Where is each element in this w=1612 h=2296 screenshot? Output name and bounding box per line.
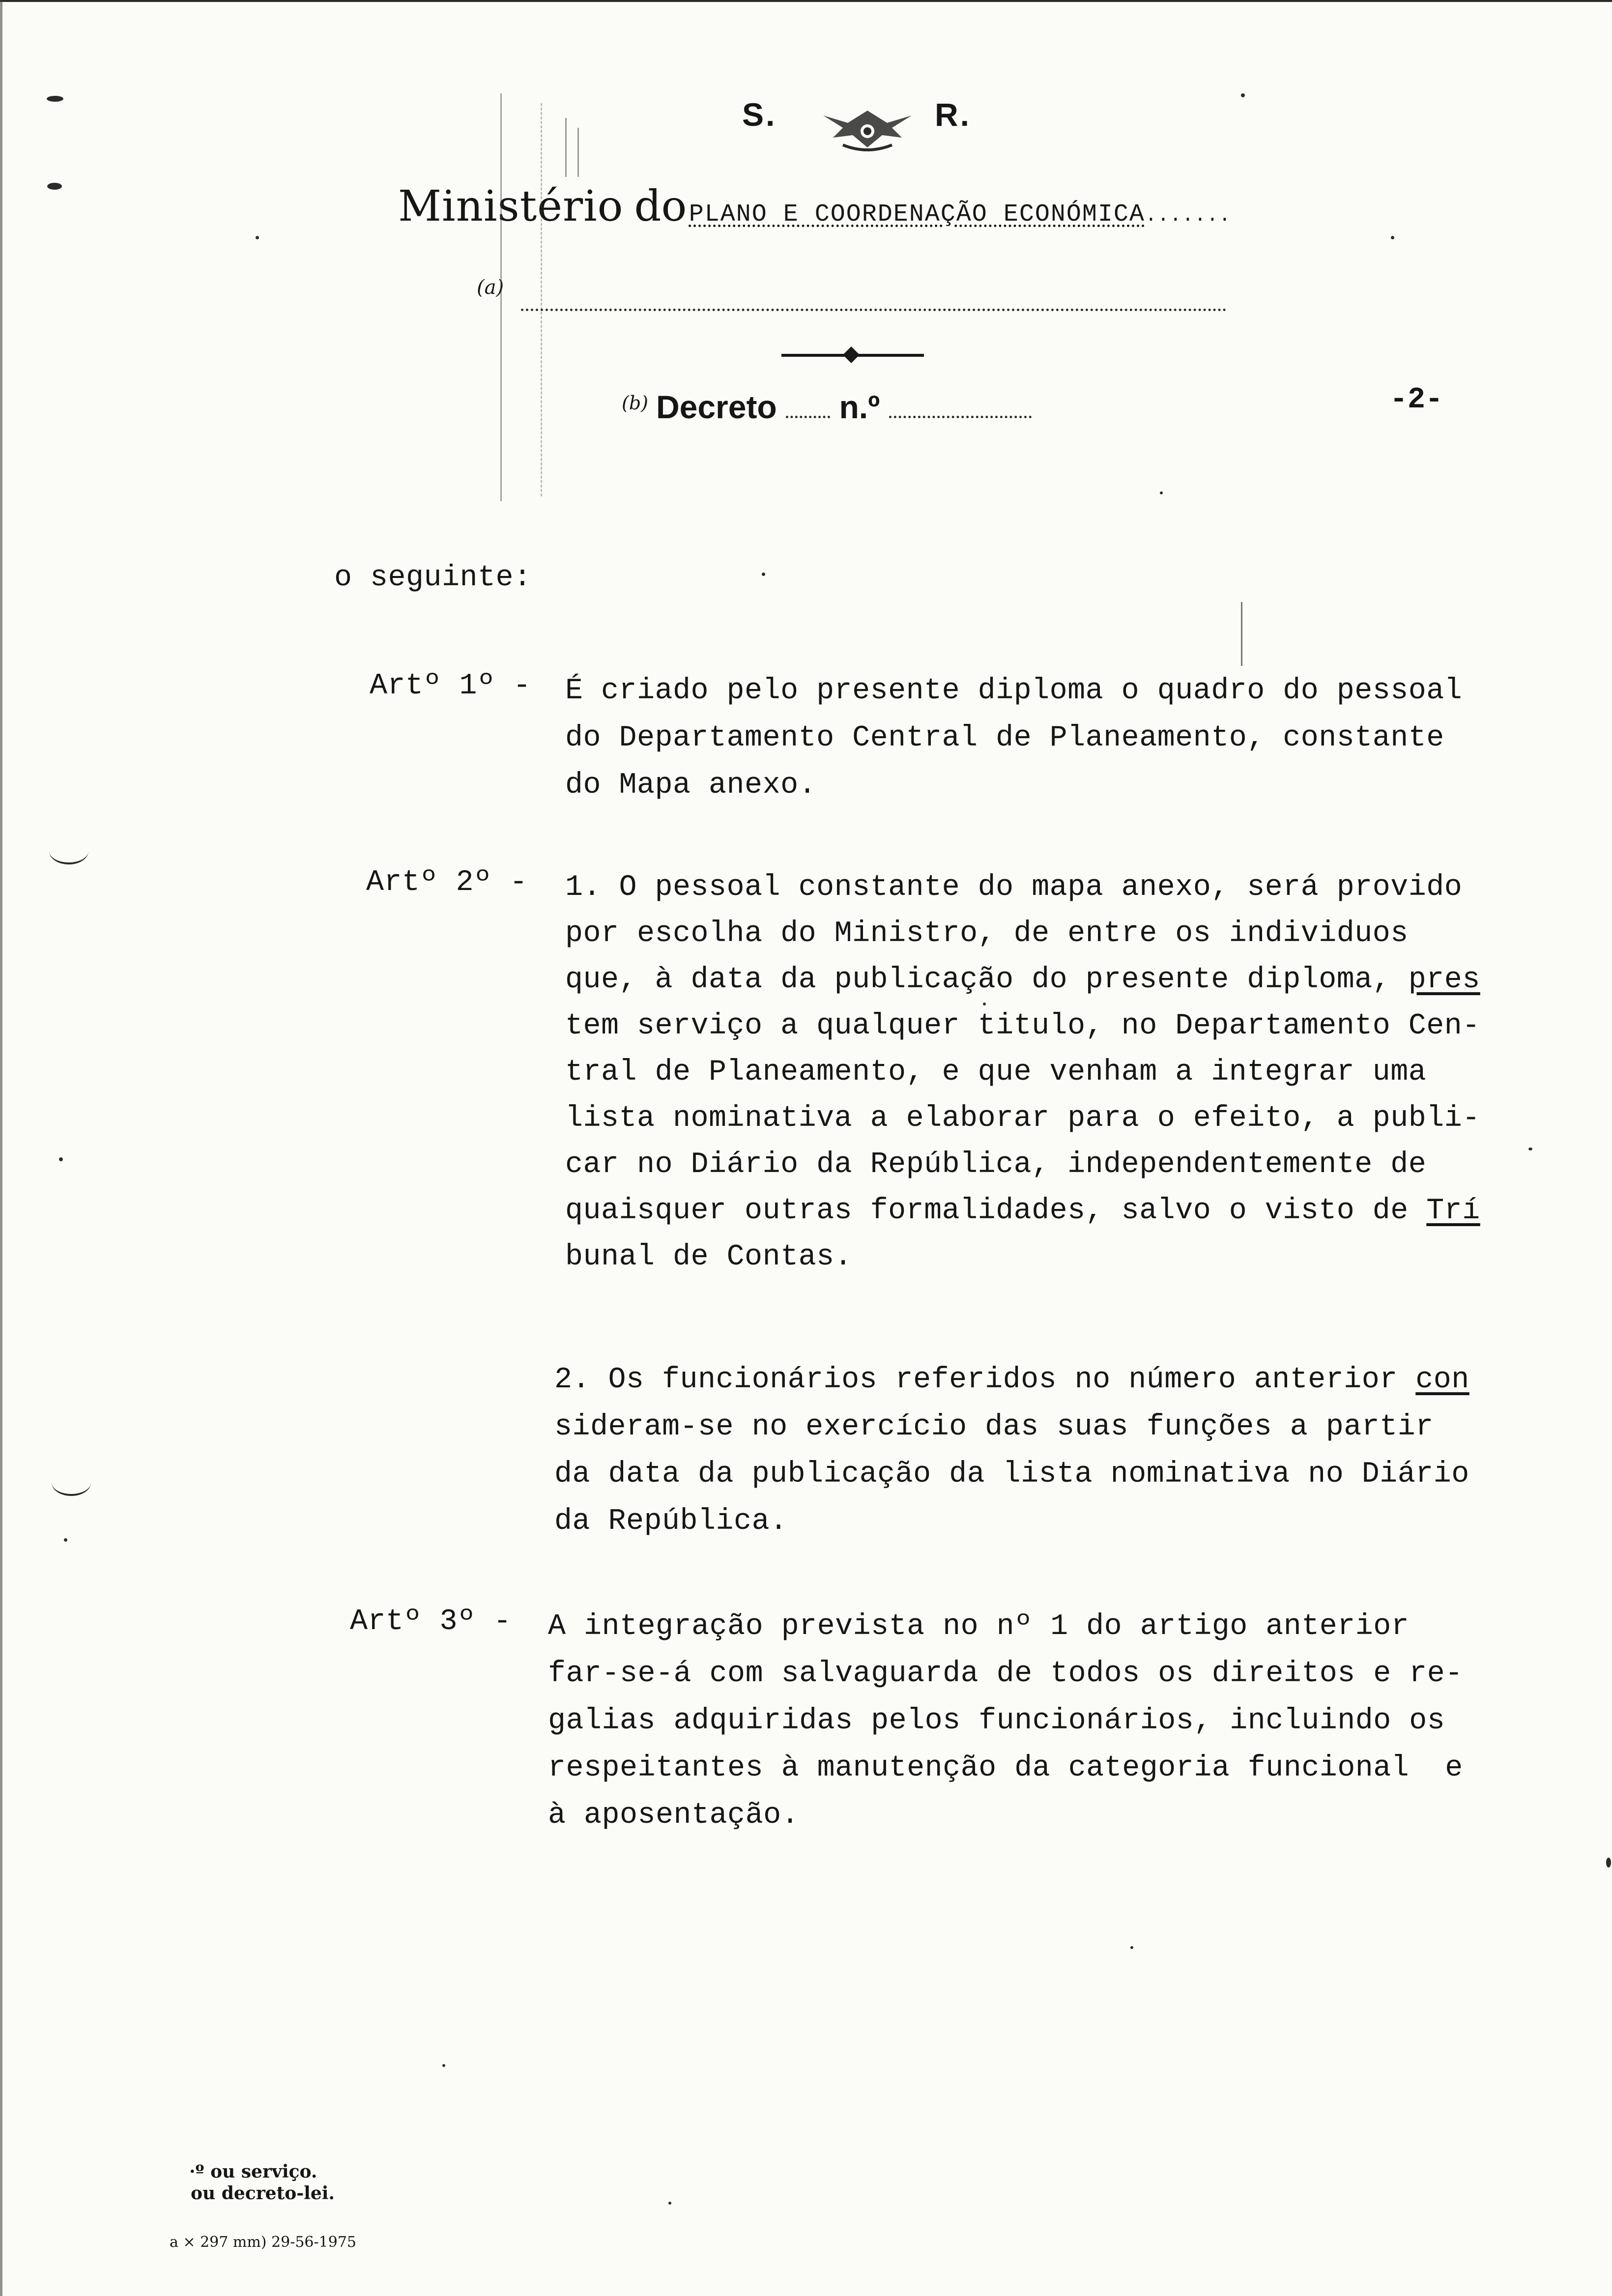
- article-2-p1-line: bunal de Contas.: [565, 1240, 853, 1274]
- article-2-p1-line: lista nominativa a elaborar para o efeito, a publi-: [565, 1102, 1480, 1135]
- left-scan-edge: [0, 0, 2, 2296]
- scan-speck: [668, 2202, 671, 2205]
- republic-initial-s: S.: [742, 96, 777, 133]
- ministry-name: PLANO E COORDENAÇÃO ECONÓMICA: [689, 201, 1145, 229]
- article-2-p2-underlined-break: con: [1415, 1363, 1469, 1397]
- article-2-p2-line: [554, 1356, 1469, 1404]
- article-2-p1-underlined-break: Trí: [1426, 1194, 1480, 1228]
- footer-note-line-1: ·º ou serviço.: [189, 2161, 317, 2182]
- scan-speck: [64, 1538, 67, 1542]
- scan-speck: [1160, 491, 1163, 494]
- article-2-p2-text: 2. Os funcionários referidos no número anterior: [554, 1363, 1398, 1397]
- intro-text: o seguinte:: [334, 561, 532, 595]
- scan-speck: [442, 2064, 445, 2067]
- scan-speck: [1130, 1946, 1133, 1949]
- scan-streak: [565, 118, 567, 177]
- field-label-a: (a): [477, 276, 504, 299]
- scan-speck: [1241, 93, 1245, 97]
- scan-speck: [59, 1157, 63, 1161]
- decreto-line: [622, 388, 1032, 426]
- punch-hole-mark: [49, 838, 88, 864]
- article-2-p1-line: por escolha do Ministro, de entre os individuos: [565, 917, 1409, 950]
- scan-speck: [1391, 236, 1394, 239]
- article-1-label: Artº 1º -: [370, 669, 531, 703]
- decreto-number-dotted-line: [889, 416, 1032, 418]
- footer-note-line-2: ou decreto-lei.: [191, 2183, 335, 2204]
- scan-speck: [762, 573, 765, 576]
- article-3-line: A integração prevista no nº 1 do artigo anterior: [548, 1610, 1410, 1643]
- article-1-line: do Mapa anexo.: [565, 769, 817, 802]
- article-2-p2-line: sideram-se no exercício das suas funções a partir: [554, 1410, 1434, 1444]
- ministerio-label: Ministério: [398, 182, 624, 231]
- decreto-number-label: n.º: [839, 389, 880, 425]
- article-3-line: respeitantes à manutenção da categoria funcional e: [548, 1751, 1463, 1785]
- footer-print-code: a × 297 mm) 29-56-1975: [170, 2234, 356, 2251]
- divider-diamond-icon: [843, 346, 860, 363]
- ministry-heading: [398, 182, 1231, 231]
- article-3-line: galias adquiridas pelos funcionários, incluindo os: [548, 1704, 1445, 1738]
- article-2-p2-line: da República.: [554, 1505, 788, 1538]
- article-3-line: à aposentação.: [548, 1799, 800, 1832]
- article-2-p1-text: quaisquer outras formalidades, salvo o visto de: [565, 1194, 1409, 1228]
- article-2-p1-underlined-break: pres: [1408, 963, 1480, 997]
- scan-streak: [541, 103, 544, 496]
- scan-streak: [1241, 602, 1242, 666]
- article-2-p1-text: que, à data da publicação do presente diploma,: [565, 963, 1391, 997]
- article-2-p1-line: 1. O pessoal constante do mapa anexo, será provido: [565, 871, 1463, 904]
- republic-initial-r: R.: [935, 96, 971, 133]
- article-2-p1-line: car no Diário da República, independentemente de: [565, 1148, 1427, 1181]
- scan-speck: [1528, 1148, 1532, 1150]
- field-a-dotted-line: [521, 309, 1226, 311]
- decreto-type-dotted-line: [786, 416, 830, 418]
- scan-speck: [1606, 1858, 1611, 1867]
- scan-streak: [500, 93, 502, 501]
- article-3-label: Artº 3º -: [350, 1605, 512, 1638]
- scan-speck: [256, 236, 259, 239]
- article-2-p1-line: [565, 1187, 1480, 1234]
- ministerio-do: do: [634, 182, 687, 231]
- page-number: -2-: [1390, 383, 1443, 417]
- article-2-p1-line: [565, 956, 1480, 1004]
- scan-streak: [577, 128, 579, 177]
- article-1-line: do Departamento Central de Planeamento, constante: [565, 721, 1444, 755]
- scan-speck: [47, 96, 63, 102]
- top-border: [0, 0, 1612, 2]
- article-3-line: far-se-á com salvaguarda de todos os direitos e re-: [548, 1657, 1463, 1691]
- article-1-line: É criado pelo presente diploma o quadro do pessoal: [565, 674, 1463, 708]
- republic-emblem-icon: [813, 101, 921, 155]
- article-2-p1-line: tem serviço a qualquer titulo, no Departamento Cen-: [565, 1009, 1480, 1043]
- article-2-label: Artº 2º -: [366, 866, 528, 899]
- ministry-dotted-tail: .......: [1145, 205, 1231, 227]
- scan-speck: [47, 183, 62, 190]
- article-2-p2-line: da data da publicação da lista nominativa no Diário: [554, 1458, 1469, 1491]
- scan-speck: [983, 1003, 986, 1005]
- article-2-p1-line: tral de Planeamento, e que venham a integrar uma: [565, 1056, 1427, 1089]
- decreto-label: Decreto: [656, 389, 777, 425]
- punch-hole-mark: [52, 1469, 91, 1496]
- field-label-b: (b): [622, 392, 648, 414]
